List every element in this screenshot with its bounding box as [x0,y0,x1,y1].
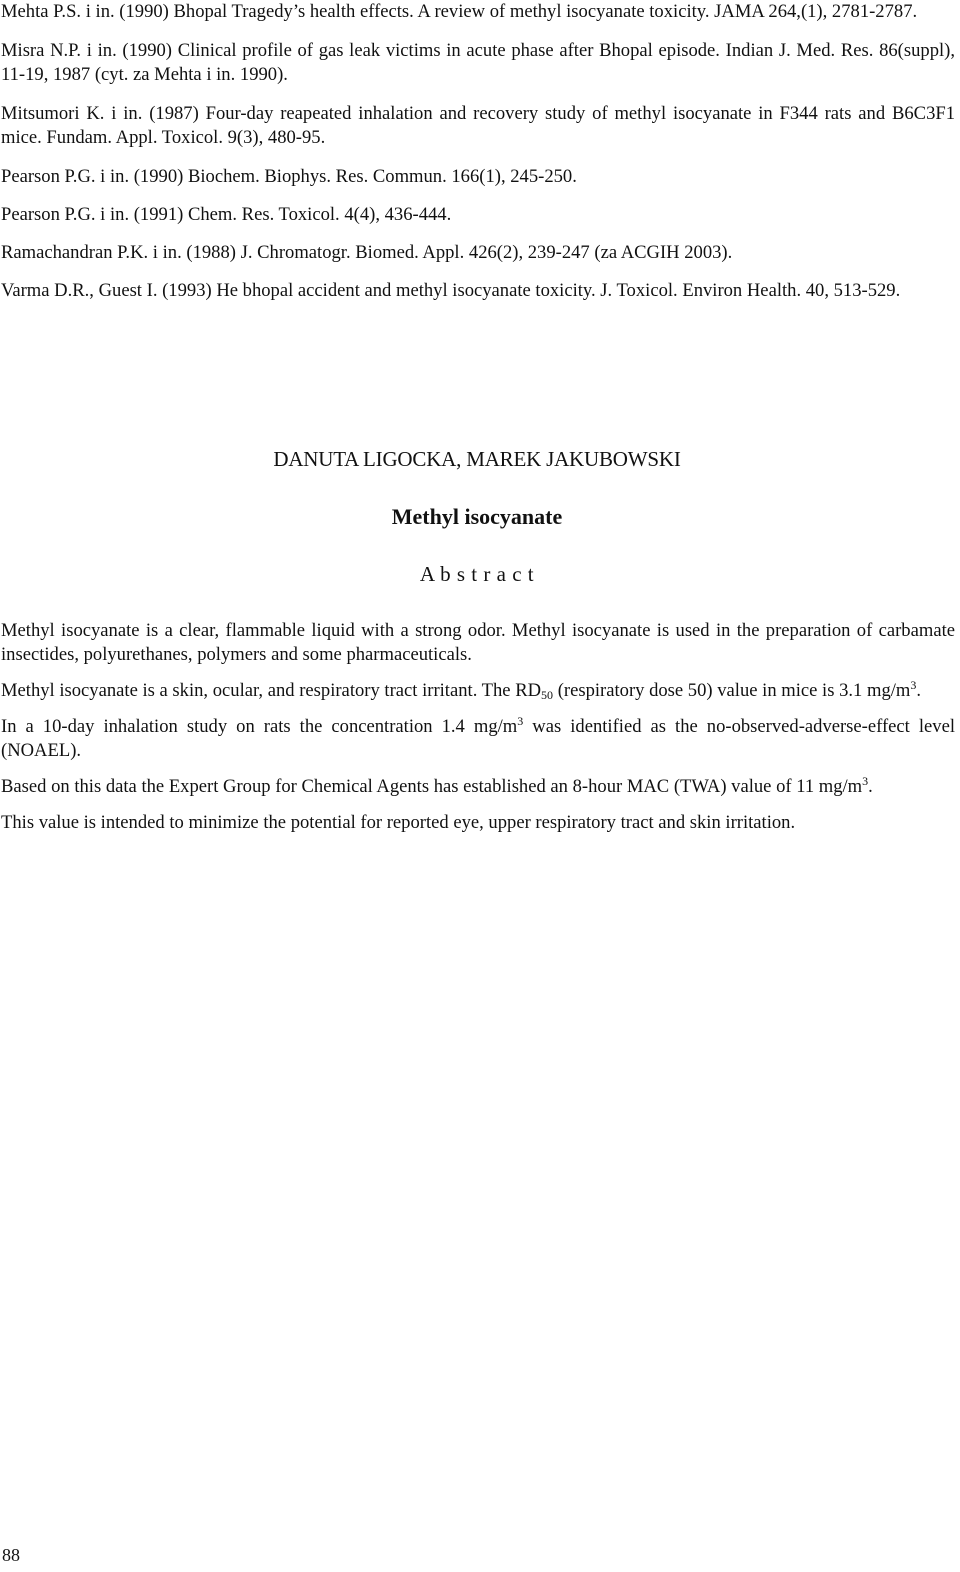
abstract-text: Methyl isocyanate is a skin, ocular, and respiratory tract irritant. The RD [1,680,542,701]
abstract-paragraph: This value is intended to minimize the potential for reported eye, upper respiratory tract and skin irritation. [1,812,796,833]
abstract-text: was identified as the no-observed-adverse-effect level (NOAEL). [1,716,955,761]
abstract-text: Based on this data the Expert Group for Chemical Agents has established an 8-hour MAC (TWA) value of 11 mg/m [1,776,863,797]
reference-item: Ramachandran P.K. i in. (1988) J. Chromatogr. Biomed. Appl. 426(2), 239-247 (za ACGIH 2003). [1,242,733,263]
reference-item: Mitsumori K. i in. (1987) Four-day reapeated inhalation and recovery study of methyl isocyanate in F344 rats and B6C3F1 mice. Fundam. Appl. Toxicol. 9(3), 480-95. [1,103,955,148]
abstract-text: . [868,776,873,797]
abstract-paragraph [1,715,955,763]
reference-item: Mehta P.S. i in. (1990) Bhopal Tragedy’s health effects. A review of methyl isocyanate toxicity. JAMA 264,(1), 2781-2787. [1,1,918,22]
reference-list [1,0,955,318]
superscript-text: 3 [862,774,869,788]
article-title: Methyl isocyanate [391,504,563,529]
subscript-text: 50 [541,688,554,702]
page-number: 88 [2,1545,20,1565]
reference-item: Varma D.R., Guest I. (1993) He bhopal accident and methyl isocyanate toxicity. J. Toxicol. Environ Health. 40, 513-529. [1,280,901,301]
reference-item: Pearson P.G. i in. (1991) Chem. Res. Toxicol. 4(4), 436-444. [1,204,452,225]
reference-item: Pearson P.G. i in. (1990) Biochem. Biophys. Res. Commun. 166(1), 245-250. [1,166,577,187]
superscript-text: 3 [910,678,917,692]
article-authors: DANUTA LIGOCKA, MAREK JAKUBOWSKI [273,447,681,471]
abstract-paragraph: Methyl isocyanate is a clear, flammable liquid with a strong odor. Methyl isocyanate is used in the preparation of carbamate insectides, polyurethanes, polymers and some pharmaceuticals. [1,620,955,665]
abstract-paragraph [1,679,955,703]
abstract-paragraph [1,775,955,799]
abstract-text: In a 10-day inhalation study on rats the concentration 1.4 mg/m [1,716,518,737]
superscript-text: 3 [517,714,524,728]
abstract-text: . [916,680,922,701]
abstract-body [1,619,955,847]
reference-item: Misra N.P. i in. (1990) Clinical profile of gas leak victims in acute phase after Bhopal episode. Indian J. Med. Res. 86(suppl), 11-19, 1987 (cyt. za Mehta i in. 1990). [1,40,955,85]
abstract-text: (respiratory dose 50) value in mice is 3.1 mg/m [553,680,911,701]
abstract-heading: A b s t r a c t [419,562,535,586]
